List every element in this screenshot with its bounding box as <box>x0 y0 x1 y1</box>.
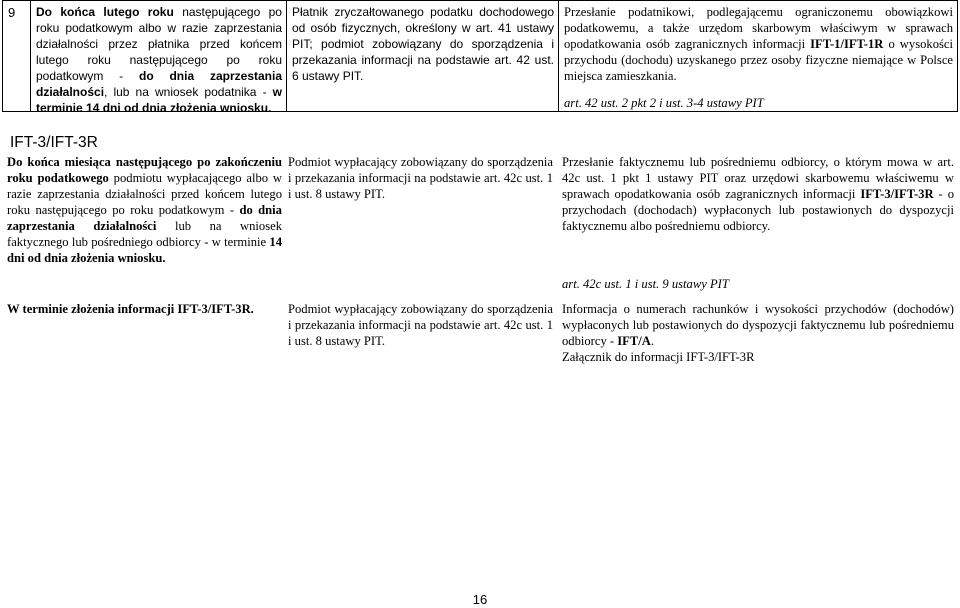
section-heading: IFT-3/IFT-3R <box>10 134 98 151</box>
deadline-cell <box>31 1 287 115</box>
obligated-party-text: Podmiot wypłacający zobowiązany do sporządzenia i przekazania informacji na podstawie art. 42c ust. 1 i ust. 8 ustawy PIT. <box>288 302 553 348</box>
deadline-cell <box>7 154 282 266</box>
obligated-party-cell <box>288 154 553 202</box>
obligated-party-text: Podmiot wypłacający zobowiązany do sporządzenia i przekazania informacji na podstawie art. 42c ust. 1 i ust. 8 ustawy PIT. <box>288 155 553 201</box>
legal-reference: art. 42c ust. 1 i ust. 9 ustawy PIT <box>562 277 729 291</box>
obligation-cell <box>559 1 957 111</box>
row-number: 9 <box>3 1 31 111</box>
obligation-cell <box>562 154 954 234</box>
obligated-party-text: Płatnik zryczałtowanego podatku dochodowego od osób fizycznych, określony w art. 41 ustawy PIT; podmiot zobowiązany do sporządzenia i przekazania informacji na podstawie art. 42 ust. 6 ustawy PIT. <box>292 5 554 83</box>
legal-reference: art. 42 ust. 2 pkt 2 i ust. 3-4 ustawy PIT <box>564 96 764 110</box>
obligated-party-cell <box>287 1 559 111</box>
deadline-text: Do końca miesiąca następującego po zakończeniu roku podatkowego podmiotu wypłacającego albo w razie zaprzestania działalności przed końcem lutego roku następującego po roku podatkowym - do dnia zaprzestania działalności lub na wniosek faktycznego lub pośredniego odbiorcy - w terminie 14 dni od dnia złożenia wniosku. <box>7 155 282 265</box>
deadline-text: Do końca lutego roku następującego po roku podatkowym albo w razie zaprzestania działalności przez płatnika przed końcem lutego roku następującego po roku podatkowym - do dnia zaprzestania działalności, lub na wniosek podatnika - w terminie 14 dni od dnia złożenia wniosku. <box>36 5 282 115</box>
deadline-cell <box>7 301 282 317</box>
obligation-cell <box>562 301 954 365</box>
obligation-text: Przesłanie podatnikowi, podlegającemu ograniczonemu obowiązkowi podatkowemu, a także urzędom skarbowym właściwym w sprawach opodatkowania osób zagranicznych informacji IFT-1/IFT-1R o wysokości przychodu (dochodu) uzyskanego przez osoby fizyczne niemające w Polsce miejsca zamieszkania. <box>564 5 953 83</box>
deadline-text: W terminie złożenia informacji IFT-3/IFT-3R. <box>7 302 254 316</box>
obligated-party-cell <box>288 301 553 349</box>
obligation-text: Informacja o numerach rachunków i wysokości przychodów (dochodów) wypłaconych lub postawionych do dyspozycji faktycznemu lub pośredniemu odbiorcy - IFT/A. Załącznik do informacji IFT-3/IFT-3R <box>562 302 954 364</box>
deadline-table-row <box>2 0 958 115</box>
page-number: 16 <box>472 592 488 607</box>
obligation-text: Przesłanie faktycznemu lub pośredniemu odbiorcy, o którym mowa w art. 42c ust. 1 pkt 1 ustawy PIT oraz urzędowi skarbowemu właściwemu w sprawach opodatkowania osób zagranicznych informacji IFT-3/IFT-3R - o przychodach (dochodach) wypłaconych lub postawionych do dyspozycji faktycznemu albo pośredniemu odbiorcy. <box>562 155 954 233</box>
